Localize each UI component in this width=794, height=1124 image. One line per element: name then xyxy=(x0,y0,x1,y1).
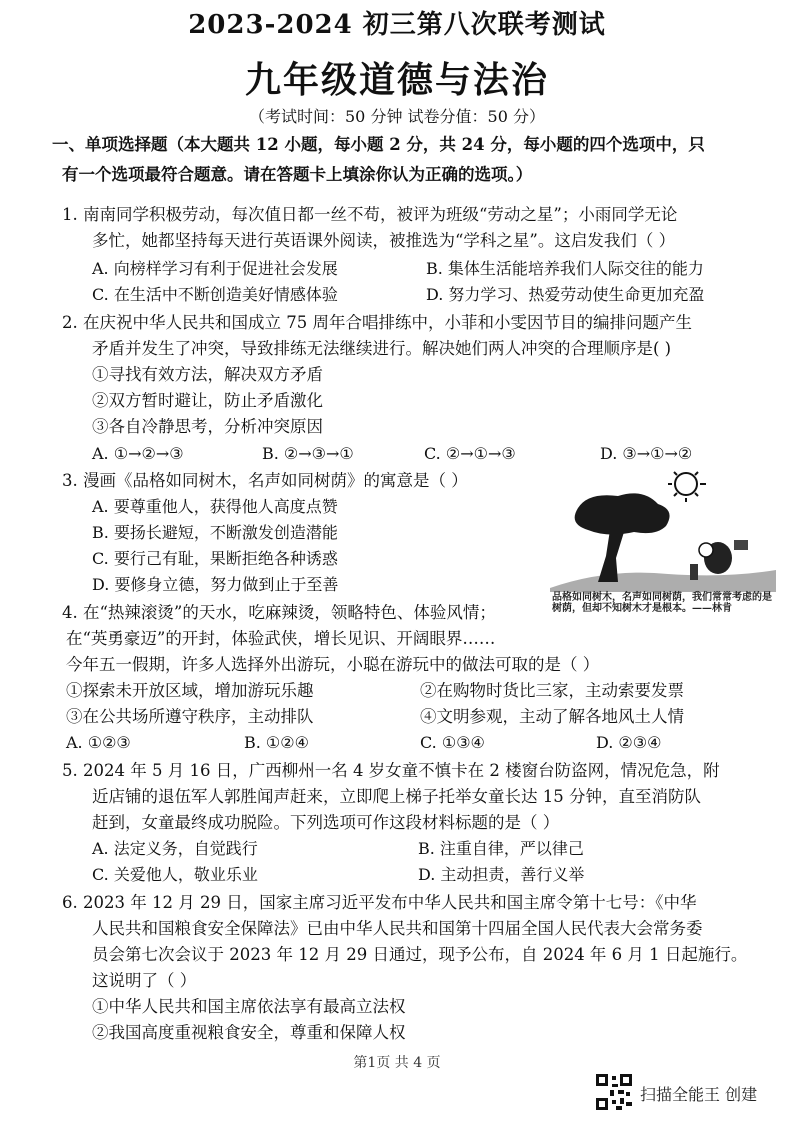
q3-option-c: C. 要行己有耻，果断拒绝各种诱惑 xyxy=(92,549,338,568)
q4-option-b: B. ①②④ xyxy=(244,733,309,752)
q6-statement-2: ②我国高度重视粮食安全，尊重和保障人权 xyxy=(92,1023,406,1042)
q4-stem-line1: 4. 在“热辣滚烫”的天水，吃麻辣烫，领略特色、体验风情； xyxy=(62,603,496,622)
q6-stem-line3: 员会第七次会议于 2023 年 12 月 29 日通过，现予公布，自 2024 年 6 月 1 日起施行。 xyxy=(92,945,748,964)
q1-option-a: A. 向榜样学习有利于促进社会发展 xyxy=(92,259,338,278)
q4-statement-1: ①探索未开放区域，增加游玩乐趣 xyxy=(66,681,314,700)
section-heading-line1: 一、单项选择题（本大题共 12 小题，每小题 2 分，共 24 分，每小题的四个选项中，只 xyxy=(52,135,705,154)
q2-statement-2: ②双方暂时避让，防止矛盾激化 xyxy=(92,391,323,410)
q6-stem-line1: 6. 2023 年 12 月 29 日，国家主席习近平发布中华人民共和国主席令第十七号：《中华 xyxy=(62,893,697,912)
q6-stem-line2: 人民共和国粮食安全保障法》已由中华人民共和国第十四届全国人民代表大会常务委 xyxy=(92,919,703,938)
scanner-watermark: 扫描全能王 创建 xyxy=(640,1085,758,1104)
q4-stem-line2: 在“英勇豪迈”的开封，体验武侠，增长见识、开阔眼界…… xyxy=(66,629,496,648)
q6-stem-line4: 这说明了（ ） xyxy=(92,971,197,990)
q1-stem-line2: 多忙，她都坚持每天进行英语课外阅读，被推选为“学科之星”。这启发我们（ ） xyxy=(92,231,676,250)
q2-option-b: B. ②→③→① xyxy=(262,444,354,463)
q3-stem: 3. 漫画《品格如同树木，名声如同树荫》的寓意是（ ） xyxy=(62,471,468,490)
page-number: 第1页 共 4 页 xyxy=(353,1055,441,1071)
q2-option-a: A. ①→②→③ xyxy=(92,444,184,463)
q2-stem-line1: 2. 在庆祝中华人民共和国成立 75 周年合唱排练中，小菲和小雯因节目的编排问题产生 xyxy=(62,313,692,332)
q5-stem-line3: 赶到，女童最终成功脱险。下列选项可作这段材料标题的是（ ） xyxy=(92,813,560,832)
q5-option-a: A. 法定义务，自觉践行 xyxy=(92,839,258,858)
q4-statement-2: ②在购物时货比三家，主动索要发票 xyxy=(420,681,684,700)
q1-option-c: C. 在生活中不断创造美好情感体验 xyxy=(92,285,338,304)
q3-option-d: D. 要修身立德，努力做到止于至善 xyxy=(92,575,339,594)
subject-title: 九年级道德与法治 xyxy=(244,59,549,101)
q2-stem-line2: 矛盾并发生了冲突，导致排练无法继续进行。解决她们两人冲突的合理顺序是( ) xyxy=(92,339,672,358)
cartoon-caption: 品格如同树木，名声如同树荫，我们常常考虑的是树荫，但却不知树木才是根本。——林肯 xyxy=(552,592,772,614)
q2-statement-1: ①寻找有效方法，解决双方矛盾 xyxy=(92,365,323,384)
qr-code-icon xyxy=(594,1072,634,1112)
q4-statement-3: ③在公共场所遵守秩序，主动排队 xyxy=(66,707,314,726)
q4-statement-4: ④文明参观，主动了解各地风土人情 xyxy=(420,707,684,726)
q2-option-d: D. ③→①→② xyxy=(600,444,693,463)
q4-stem-line3: 今年五一假期，许多人选择外出游玩，小聪在游玩中的做法可取的是（ ） xyxy=(66,655,600,674)
exam-title: 2023-2024 初三第八次联考测试 xyxy=(188,10,606,40)
q3-option-a: A. 要尊重他人，获得他人高度点赞 xyxy=(92,497,338,516)
q5-option-c: C. 关爱他人，敬业乐业 xyxy=(92,865,258,884)
q4-option-a: A. ①②③ xyxy=(66,733,131,752)
q6-statement-1: ①中华人民共和国主席依法享有最高立法权 xyxy=(92,997,406,1016)
q1-option-b: B. 集体生活能培养我们人际交往的能力 xyxy=(426,259,704,278)
q2-statement-3: ③各自冷静思考，分析冲突原因 xyxy=(92,417,323,436)
q5-stem-line1: 5. 2024 年 5 月 16 日，广西柳州一名 4 岁女童不慎卡在 2 楼窗台防盗网，情况危急，附 xyxy=(62,761,720,780)
q3-option-b: B. 要扬长避短，不断激发创造潜能 xyxy=(92,523,338,542)
q4-option-c: C. ①③④ xyxy=(420,733,485,752)
section-heading-line2: 有一个选项最符合题意。请在答题卡上填涂你认为正确的选项。） xyxy=(62,165,533,184)
q5-option-b: B. 注重自律，严以律己 xyxy=(418,839,584,858)
q1-stem-line1: 1. 南南同学积极劳动，每次值日都一丝不苟，被评为班级“劳动之星”；小雨同学无论 xyxy=(62,205,678,224)
q1-option-d: D. 努力学习、热爱劳动使生命更加充盈 xyxy=(426,285,705,304)
exam-info: （考试时间：50 分钟 试卷分值：50 分） xyxy=(249,107,545,126)
q5-option-d: D. 主动担责，善行义举 xyxy=(418,865,585,884)
q2-option-c: C. ②→①→③ xyxy=(424,444,516,463)
q4-option-d: D. ②③④ xyxy=(596,733,662,752)
q5-stem-line2: 近店铺的退伍军人郭胜闻声赶来，立即爬上梯子托举女童长达 15 分钟，直至消防队 xyxy=(92,787,701,806)
